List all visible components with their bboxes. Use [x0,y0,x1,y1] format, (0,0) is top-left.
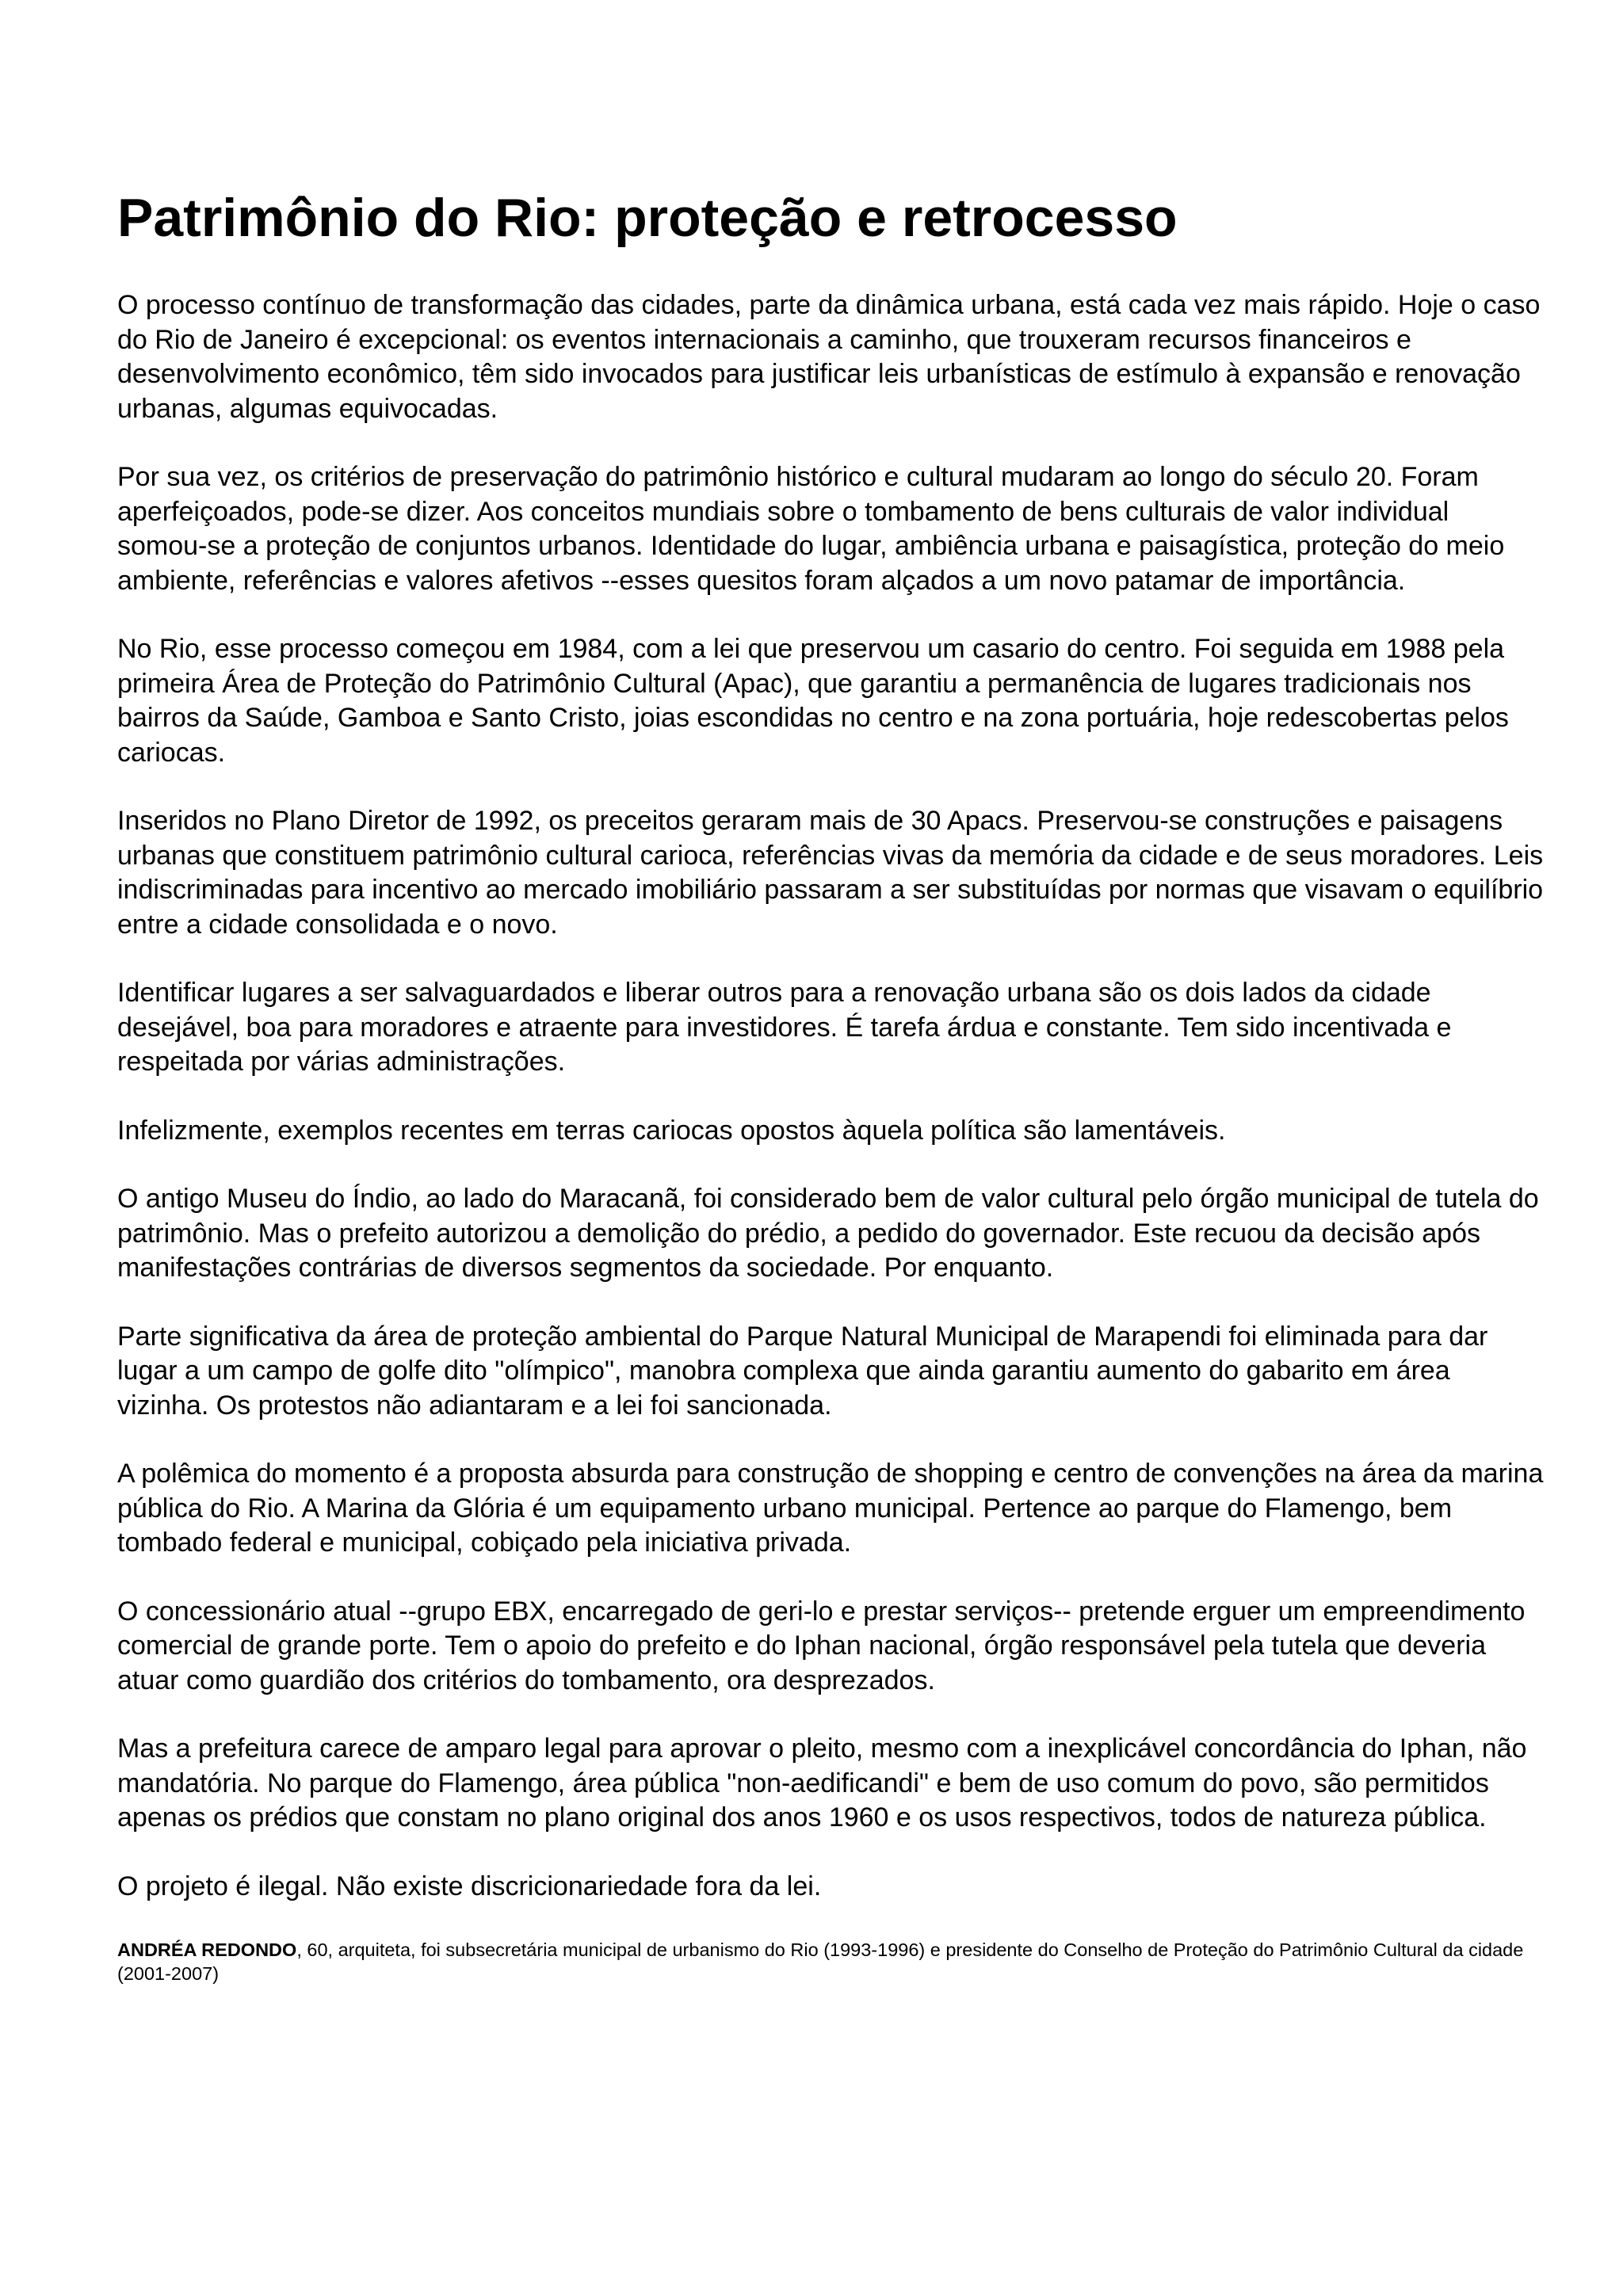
article-title: Patrimônio do Rio: proteção e retrocesso [117,188,1178,248]
paragraph: Parte significativa da área de proteção ambiental do Parque Natural Municipal de Marapendi foi eliminada para dar lugar a um campo de golfe dito "olímpico", manobra complexa que ainda garantiu aumento do gabarito em área vizinha. Os protestos não adiantaram e a lei foi sancionada. [117,1321,1488,1421]
paragraph: O concessionário atual --grupo EBX, encarregado de geri-lo e prestar serviços-- pretende erguer um empreendimento comercial de grande porte. Tem o apoio do prefeito e do Iphan nacional, órgão responsável pela tutela que deveria atuar como guardião dos critérios do tombamento, ora desprezados. [117,1596,1526,1695]
paragraph: Infelizmente, exemplos recentes em terras cariocas opostos àquela política são lamentáveis. [117,1115,1226,1146]
paragraph: Identificar lugares a ser salvaguardados e liberar outros para a renovação urbana são os dois lados da cidade desejável, boa para moradores e atraente para investidores. É tarefa árdua e constante. Tem sido incentivada e respeitada por várias administrações. [117,978,1452,1077]
paragraph: A polêmica do momento é a proposta absurda para construção de shopping e centro de convenções na área da marina pública do Rio. A Marina da Glória é um equipamento urbano municipal. Pertence ao parque do Flamengo, bem tombado federal e municipal, cobiçado pela iniciativa privada. [117,1459,1544,1558]
author-name: ANDRÉA REDONDO [117,1939,297,1961]
paragraph: O processo contínuo de transformação das cidades, parte da dinâmica urbana, está cada vez mais rápido. Hoje o caso do Rio de Janeiro é excepcional: os eventos internacionais a caminho, que trouxeram recursos financeiros e desenvolvimento econômico, têm sido invocados para justificar leis urbanísticas de estímulo à expansão e renovação urbanas, algumas equivocadas. [117,290,1541,424]
paragraph: Mas a prefeitura carece de amparo legal para aprovar o pleito, mesmo com a inexplicável concordância do Iphan, não mandatória. No parque do Flamengo, área pública "non-aedificandi" e bem de uso comum do povo, são permitidos apenas os prédios que constam no plano original dos anos 1960 e os usos respectivos, todos de natureza pública. [117,1733,1527,1833]
paragraph: No Rio, esse processo começou em 1984, com a lei que preservou um casario do centro. Foi seguida em 1988 pela primeira Área de Proteção do Patrimônio Cultural (Apac), que garantiu a permanência de lugares tradicionais nos bairros da Saúde, Gamboa e Santo Cristo, joias escondidas no centro e na zona portuária, hoje redescobertas pelos cariocas. [117,634,1509,768]
paragraph: O projeto é ilegal. Não existe discricionariedade fora da lei. [117,1871,822,1901]
paragraph: O antigo Museu do Índio, ao lado do Maracanã, foi considerado bem de valor cultural pelo órgão municipal de tutela do patrimônio. Mas o prefeito autorizou a demolição do prédio, a pedido do governador. Este recuou da decisão após manifestações contrárias de diversos segmentos da sociedade. Por enquanto. [117,1184,1539,1283]
paragraph: Inseridos no Plano Diretor de 1992, os preceitos geraram mais de 30 Apacs. Preservou-se construções e paisagens urbanas que constituem patrimônio cultural carioca, referências vivas da memória da cidade e de seus moradores. Leis indiscriminadas para incentivo ao mercado imobiliário passaram a ser substituídas por normas que visavam o equilíbrio entre a cidade consolidada e o novo. [117,806,1544,940]
article [117,187,1544,1985]
author-bio: , 60, arquiteta, foi subsecretária municipal de urbanismo do Rio (1993-1996) e presidente do Conselho de Proteção do Patrimônio Cultural da cidade (2001-2007) [117,1939,1524,1985]
author-byline [117,1938,1544,1985]
paragraph: Por sua vez, os critérios de preservação do patrimônio histórico e cultural mudaram ao longo do século 20. Foram aperfeiçoados, pode-se dizer. Aos conceitos mundiais sobre o tombamento de bens culturais de valor individual somou-se a proteção de conjuntos urbanos. Identidade do lugar, ambiência urbana e paisagística, proteção do meio ambiente, referências e valores afetivos --esses quesitos foram alçados a um novo patamar de importância. [117,462,1505,596]
